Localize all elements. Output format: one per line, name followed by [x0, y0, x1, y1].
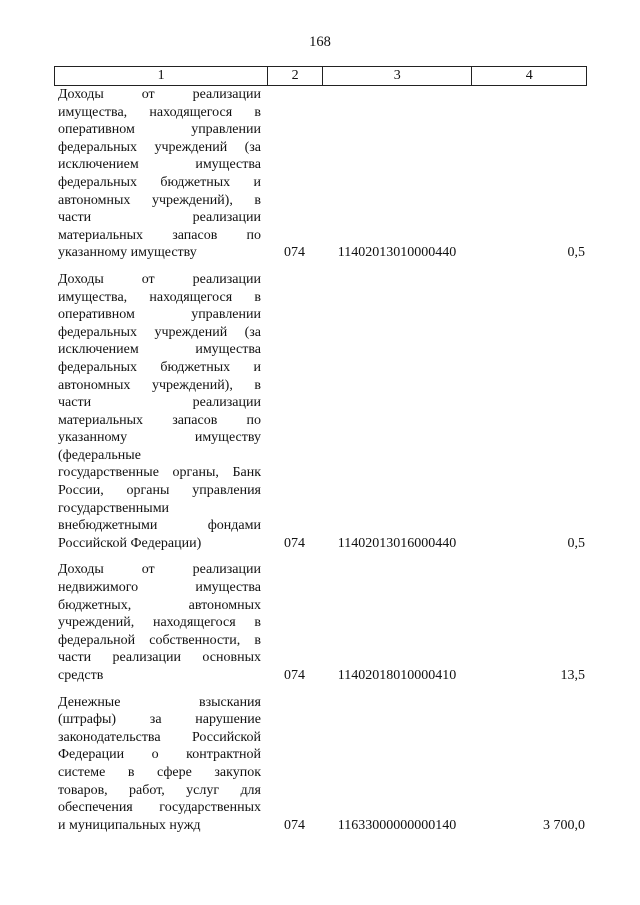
description-line: материальных запасов по: [58, 227, 261, 243]
description-line: и муниципальных нужд: [58, 817, 201, 833]
header-col-4: 4: [471, 67, 586, 85]
description-line: Доходы от реализации: [58, 562, 261, 578]
description-line: России, органы управления: [58, 483, 261, 499]
description-line: Доходы от реализации: [58, 271, 261, 287]
description-line: учреждений, находящегося в: [58, 615, 261, 631]
description-line: Федерации о контрактной: [58, 747, 261, 763]
description-line: (штрафы) за нарушение: [58, 712, 261, 728]
description-line: федеральных бюджетных и: [58, 359, 261, 375]
description-line: автономных учреждений), в: [58, 377, 261, 393]
row-description: [54, 694, 267, 835]
row-amount: 0,5: [567, 535, 585, 551]
row-kbk: 11402013010000440: [337, 245, 457, 261]
description-line: материальных запасов по: [58, 412, 261, 428]
row-description: [54, 86, 267, 262]
row-code: 074: [284, 245, 305, 261]
description-line: исключением имущества: [58, 157, 261, 173]
description-line: части реализации: [58, 395, 261, 411]
description-line: обеспечения государственных: [58, 800, 261, 816]
description-line: оперативном управлении: [58, 307, 261, 323]
table-row: [54, 271, 587, 553]
row-code: 074: [284, 668, 305, 683]
revenue-table: [54, 66, 587, 834]
header-col-2: 2: [267, 67, 322, 85]
row-description: [54, 271, 267, 553]
description-line: внебюджетными фондами: [58, 518, 261, 534]
header-col-3: 3: [322, 67, 471, 85]
row-code: 074: [284, 817, 305, 833]
description-line: указанному имуществу: [58, 245, 197, 261]
description-line: автономных учреждений), в: [58, 192, 261, 208]
table-row: [54, 694, 587, 835]
row-kbk: 11402018010000410: [337, 668, 457, 683]
table-row: [54, 561, 587, 684]
description-line: товаров, работ, услуг для: [58, 782, 261, 798]
description-line: указанному имуществу: [58, 430, 261, 446]
description-line: федеральных учреждений (за: [58, 324, 261, 340]
row-amount: 13,5: [560, 668, 585, 683]
description-line: исключением имущества: [58, 342, 261, 358]
description-line: части реализации основных: [58, 650, 261, 666]
description-line: федеральных учреждений (за: [58, 139, 261, 155]
description-line: (федеральные: [58, 447, 141, 463]
description-line: имущества, находящегося в: [58, 104, 261, 120]
description-line: федеральных бюджетных и: [58, 174, 261, 190]
row-amount: 3 700,0: [543, 817, 585, 833]
description-line: бюджетных, автономных: [58, 597, 261, 613]
description-line: государственными: [58, 500, 170, 516]
row-kbk: 11633000000000140: [337, 817, 457, 833]
description-line: Доходы от реализации: [58, 87, 261, 102]
row-description: [54, 561, 267, 684]
header-col-1: 1: [157, 68, 165, 83]
page-number: 168: [309, 34, 331, 50]
description-line: Денежные взыскания: [58, 694, 261, 710]
description-line: имущества, находящегося в: [58, 289, 261, 305]
description-line: Российской Федерации): [58, 535, 202, 551]
description-line: федеральной собственности, в: [58, 632, 261, 648]
row-code: 074: [284, 535, 305, 551]
row-kbk: 11402013016000440: [337, 535, 457, 551]
table-header-row: [54, 66, 587, 86]
description-line: государственные органы, Банк: [58, 465, 261, 481]
description-line: законодательства Российской: [58, 729, 261, 745]
description-line: недвижимого имущества: [58, 580, 261, 596]
description-line: оперативном управлении: [58, 122, 261, 138]
description-line: средств: [58, 668, 104, 683]
row-amount: 0,5: [567, 245, 585, 261]
description-line: части реализации: [58, 210, 261, 226]
description-line: системе в сфере закупок: [58, 764, 261, 780]
table-row: [54, 86, 587, 262]
